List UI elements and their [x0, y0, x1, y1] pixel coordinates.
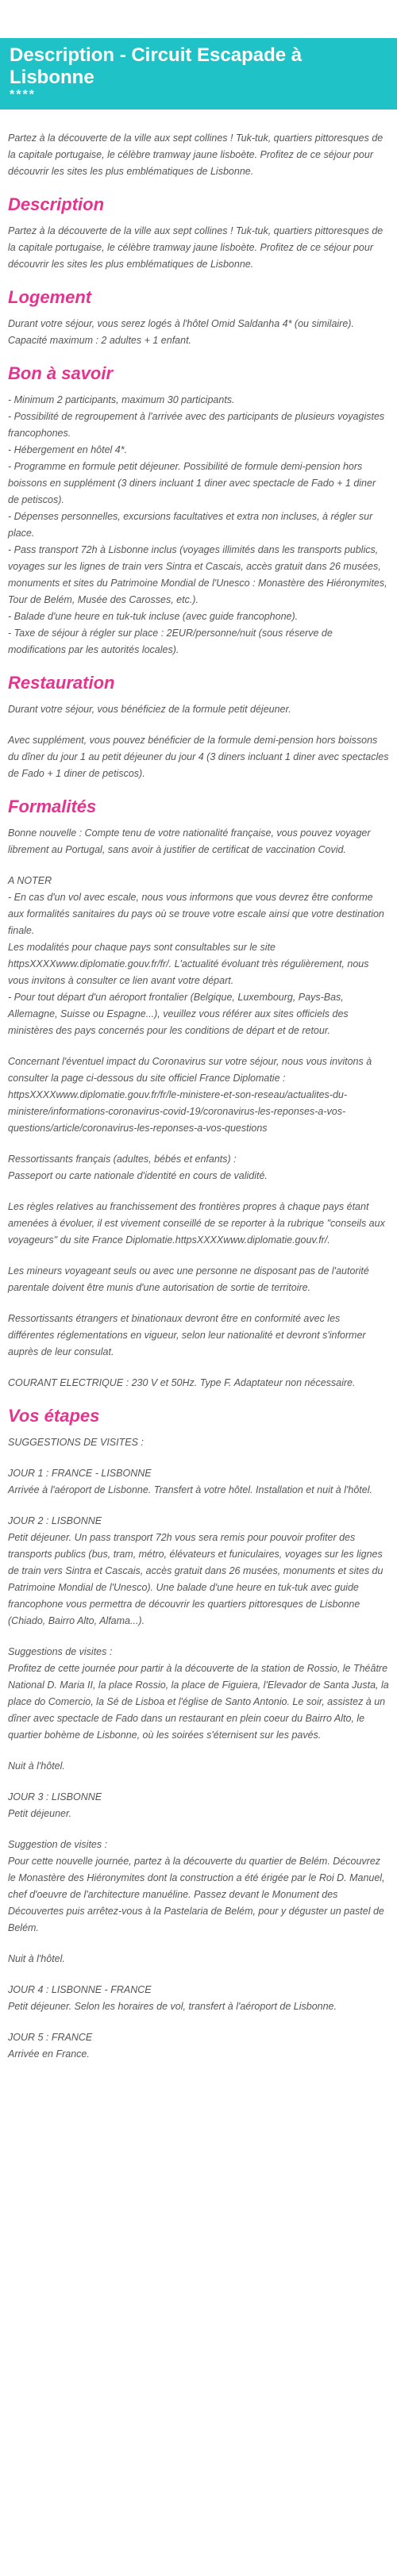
paragraph: - En cas d'un vol avec escale, nous vous informons que vous devrez être conforme aux formalités sanitaires du pays où se trouve votre escale ainsi que votre destination finale. [8, 892, 384, 936]
text-block [8, 1982, 389, 2015]
list-item: - Pass transport 72h à Lisbonne inclus (voyages illimités dans les transports publics, voyages sur les lignes de train vers Sintra et Cascais, accès gratuit dans 26 musées, monuments et sites du Patrimoine Mondial de l'Unesco : Monastère des Hiéronymites, Tour de Belém, Musée des Carosses, etc.). [8, 544, 387, 605]
paragraph: Concernant l'éventuel impact du Coronavirus sur votre séjour, nous vous invitons à consulter la page ci-dessous du site officiel France Diplomatie : httpsXXXXwww.diplomatie.gouv.fr/fr/le-ministere-et-son-reseau/actualites-du-ministere/informations-coronavirus-covid-19/coronavirus-les-reponses-a-vos-questions/article/coronavirus-les-reponses-a-vos-questions [8, 1056, 372, 1134]
section-heading-etapes: Vos étapes [8, 1406, 100, 1426]
text-block [8, 873, 389, 1039]
paragraph: JOUR 3 : LISBONNE [8, 1791, 102, 1802]
text-block [8, 825, 389, 858]
paragraph: - Pour tout départ d'un aéroport frontalier (Belgique, Luxembourg, Pays-Bas, Allemagne, Suisse ou Espagne...), veuillez vous référer aux sites officiels des ministères des pays concernés pour les conditions de départ et de retour. [8, 992, 349, 1036]
text-block [8, 1789, 389, 1822]
text-block [8, 1375, 389, 1392]
paragraph: Les mineurs voyageant seuls ou avec une personne ne disposant pas de l'autorité parentale doivent être munis d'une autorisation de sortie de territoire. [8, 1265, 369, 1293]
text-block [8, 1151, 389, 1184]
text-block [8, 1199, 389, 1249]
paragraph: Ressortissants étrangers et binationaux devront être en conformité avec les différentes réglementations en vigueur, selon leur nationalité et devront s'informer auprès de leur consulat. [8, 1313, 366, 1357]
list-item: - Balade d'une heure en tuk-tuk incluse (avec guide francophone). [8, 611, 299, 622]
paragraph: JOUR 1 : FRANCE - LISBONNE [8, 1468, 152, 1479]
page [0, 38, 397, 2082]
paragraph: Suggestion de visites : [8, 1839, 108, 1850]
etapes-content [8, 1434, 389, 2063]
title-banner [0, 38, 397, 109]
paragraph: Arrivée à l'aéroport de Lisbonne. Transfert à votre hôtel. Installation et nuit à l'hôtel. [8, 1484, 372, 1495]
rating-stars: **** [10, 88, 36, 102]
text-block [8, 1434, 389, 1451]
section-heading-bon-a-savoir: Bon à savoir [8, 363, 114, 383]
list-item: - Hébergement en hôtel 4*. [8, 444, 128, 455]
paragraph: Petit déjeuner. [8, 1808, 72, 1819]
main-content [0, 130, 397, 2082]
paragraph: Les modalités pour chaque pays sont consultables sur le site httpsXXXXwww.diplomatie.gouv.fr/fr/. L'actualité évoluant très régulièrement, nous vous invitons à consulter ce lien avant votre départ. [8, 942, 369, 986]
paragraph: Petit déjeuner. Un pass transport 72h vous sera remis pour pouvoir profiter des transports publics (bus, tram, métro, élévateurs et funiculaires, voyages sur les lignes de train vers Sintra et Cascais, accès gratuit dans 26 musées, monuments et sites du Patrimoine Mondial de l'Unesco). Une balade d'une heure en tuk-tuk avec guide francophone vous permettra de découvrir les quartiers pittoresques de Lisbonne (Chiado, Bairro Alto, Alfama...). [8, 1532, 384, 1626]
intro-text: Partez à la découverte de la ville aux sept collines ! Tuk-tuk, quartiers pittoresques de la capitale portugaise, le célèbre tramway jaune lisboète. Profitez de ce séjour pour découvrir les sites les plus emblématiques de Lisbonne. [8, 132, 384, 177]
paragraph: SUGGESTIONS DE VISITES : [8, 1437, 144, 1448]
paragraph: JOUR 2 : LISBONNE [8, 1515, 102, 1526]
text-block [8, 1311, 389, 1361]
paragraph: Ressortissants français (adultes, bébés et enfants) : [8, 1154, 237, 1165]
text-block [8, 2029, 389, 2063]
section-heading-description: Description [8, 194, 105, 214]
paragraph: COURANT ELECTRIQUE : 230 V et 50Hz. Type F. Adaptateur non nécessaire. [8, 1377, 356, 1388]
bon-a-savoir-list [8, 392, 389, 658]
page-title: Description - Circuit Escapade à Lisbonne [10, 44, 303, 88]
section-heading-restauration: Restauration [8, 673, 115, 693]
paragraph: Bonne nouvelle : Compte tenu de votre nationalité française, vous pouvez voyager librement au Portugal, sans avoir à justifier de certificat de vaccination Covid. [8, 827, 371, 855]
paragraph: Petit déjeuner. Selon les horaires de vol, transfert à l'aéroport de Lisbonne. [8, 2001, 337, 2012]
paragraph: Pour cette nouvelle journée, partez à la découverte du quartier de Belém. Découvrez le Monastère des Hiéronymites dont la construction a été érigée par le Roi D. Manuel, chef d'oeuvre de l'architecture manuéline. Passez devant le Monument des Découvertes puis arrêtez-vous à la Pastelaria de Belém, pour y déguster un pastel de Belém. [8, 1856, 385, 1933]
paragraph: JOUR 5 : FRANCE [8, 2032, 93, 2043]
list-item: - Minimum 2 participants, maximum 30 participants. [8, 394, 235, 405]
paragraph: Arrivée en France. [8, 2048, 90, 2060]
text-block [8, 1263, 389, 1296]
text-block [8, 1644, 389, 1744]
list-item: - Dépenses personnelles, excursions facultatives et extra non incluses, à régler sur place. [8, 511, 373, 539]
text-block [8, 1951, 389, 1968]
formalites-content [8, 825, 389, 1392]
paragraph: Passeport ou carte nationale d'identité en cours de validité. [8, 1170, 268, 1181]
paragraph: Profitez de cette journée pour partir à la découverte de la station de Rossio, le Théâtre National D. Maria II, la place Rossio, la place de Figuiera, l'Elevador de Santa Justa, la place do Comercio, la Sé de Lisboa et l'église de Santo Antonio. Le soir, assistez à un dîner avec spectacle de Fado dans un restaurant en plein coeur du Bairro Alto, le quartier bohème de Lisbonne, où les soirées s'éternisent sur les pavés. [8, 1663, 389, 1741]
paragraph: A NOTER [8, 875, 52, 886]
text-block [8, 1513, 389, 1630]
text-block [8, 1837, 389, 1937]
list-item: - Possibilité de regroupement à l'arrivée avec des participants de plusieurs voyagistes francophones. [8, 411, 385, 439]
restauration-supplement-text: Avec supplément, vous pouvez bénéficier de la formule demi-pension hors boissons du dîner du jour 1 au petit déjeuner du jour 4 (3 diners incluant 1 diner avec spectacles de Fado + 1 diner de petiscos). [8, 735, 389, 779]
section-heading-logement: Logement [8, 287, 92, 307]
section-heading-formalites: Formalités [8, 797, 97, 816]
description-text: Partez à la découverte de la ville aux sept collines ! Tuk-tuk, quartiers pittoresques de la capitale portugaise, le célèbre tramway jaune lisboète. Profitez de ce séjour pour découvrir les sites les plus emblématiques de Lisbonne. [8, 225, 384, 270]
restauration-text: Durant votre séjour, vous bénéficiez de la formule petit déjeuner. [8, 704, 291, 715]
paragraph: JOUR 4 : LISBONNE - FRANCE [8, 1984, 152, 1995]
paragraph: Suggestions de visites : [8, 1646, 113, 1657]
paragraph: Nuit à l'hôtel. [8, 1760, 65, 1772]
paragraph: Les règles relatives au franchissement des frontières propres à chaque pays étant amenées à évoluer, il est vivement conseillé de se reporter à la rubrique "conseils aux voyageurs" du site France Diplomatie.httpsXXXXwww.diplomatie.gouv.fr/. [8, 1201, 385, 1246]
logement-text: Durant votre séjour, vous serez logés à l'hôtel Omid Saldanha 4* (ou similaire). Capacité maximum : 2 adultes + 1 enfant. [8, 318, 354, 346]
text-block [8, 1465, 389, 1499]
text-block [8, 1758, 389, 1775]
paragraph: Nuit à l'hôtel. [8, 1953, 65, 1964]
list-item: - Taxe de séjour à régler sur place : 2EUR/personne/nuit (sous réserve de modifications par les autorités locales). [8, 628, 333, 655]
list-item: - Programme en formule petit déjeuner. Possibilité de formule demi-pension hors boissons en supplément (3 diners incluant 1 diner avec spectacle de Fado + 1 diner de petiscos). [8, 461, 376, 505]
text-block [8, 1054, 389, 1137]
